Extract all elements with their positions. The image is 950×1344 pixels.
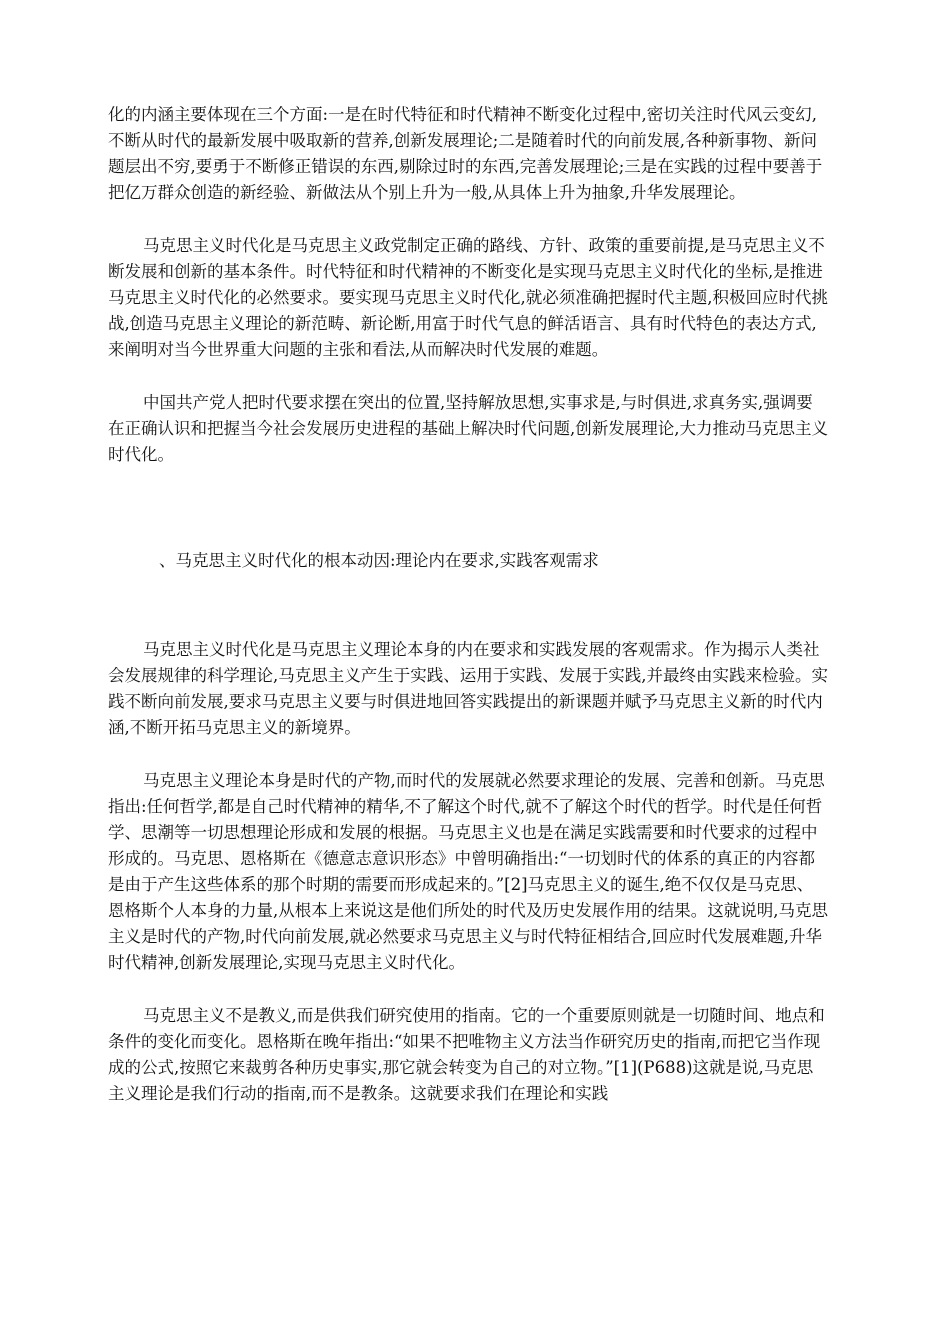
paragraph-2: 马克思主义时代化是马克思主义政党制定正确的路线、方针、政策的重要前提,是马克思主义不断发展和创新的基本条件。时代特征和时代精神的不断变化是实现马克思主义时代化的坐标,是推进马克思主义时代化的必然要求。要实现马克思主义时代化,就必须准确把握时代主题,积极回应时代挑战,创造马克思主义理论的新范畴、新论断,用富于时代气息的鲜活语言、具有时代特色的表达方式,来阐明对当今世界重大问题的主张和看法,从而解决时代发展的难题。 <box>108 236 828 359</box>
paragraph-1: 化的内涵主要体现在三个方面:一是在时代特征和时代精神不断变化过程中,密切关注时代风云变幻,不断从时代的最新发展中吸取新的营养,创新发展理论;二是随着时代的向前发展,各种新事物、新问题层出不穷,要勇于不断修正错误的东西,剔除过时的东西,完善发展理论;三是在实践的过程中要善于把亿万群众创造的新经验、新做法从个别上升为一般,从具体上升为抽象,升华发展理论。 <box>108 105 823 202</box>
document-body <box>108 102 828 1107</box>
paragraph-6: 马克思主义不是教义,而是供我们研究使用的指南。它的一个重要原则就是一切随时间、地点和条件的变化而变化。恩格斯在晚年指出:“如果不把唯物主义方法当作研究历史的指南,而把它当作现成的公式,按照它来裁剪各种历史事实,那它就会转变为自己的对立物。”[1](P688)这就是说,马克思主义理论是我们行动的指南,而不是教条。这就要求我们在理论和实践 <box>108 1006 825 1103</box>
section-heading: 、马克思主义时代化的根本动因:理论内在要求,实践客观需求 <box>159 551 599 570</box>
paragraph-5: 马克思主义理论本身是时代的产物,而时代的发展就必然要求理论的发展、完善和创新。马克思指出:任何哲学,都是自己时代精神的精华,不了解这个时代,就不了解这个时代的哲学。时代是任何哲学、思潮等一切思想理论形成和发展的根据。马克思主义也是在满足实践需要和时代要求的过程中形成的。马克思、恩格斯在《德意志意识形态》中曾明确指出:“一切划时代的体系的真正的内容都是由于产生这些体系的那个时期的需要而形成起来的。”[2]马克思主义的诞生,绝不仅仅是马克思、恩格斯个人本身的力量,从根本上来说这是他们所处的时代及历史发展作用的结果。这就说明,马克思主义是时代的产物,时代向前发展,就必然要求马克思主义与时代特征相结合,回应时代发展难题,升华时代精神,创新发展理论,实现马克思主义时代化。 <box>108 771 828 972</box>
paragraph-3: 中国共产党人把时代要求摆在突出的位置,坚持解放思想,实事求是,与时俱进,求真务实,强调要在正确认识和把握当今社会发展历史进程的基础上解决时代问题,创新发展理论,大力推动马克思主义时代化。 <box>108 393 828 464</box>
paragraph-4: 马克思主义时代化是马克思主义理论本身的内在要求和实践发展的客观需求。作为揭示人类社会发展规律的科学理论,马克思主义产生于实践、运用于实践、发展于实践,并最终由实践来检验。实践不断向前发展,要求马克思主义要与时俱进地回答实践提出的新课题并赋予马克思主义新的时代内涵,不断开拓马克思主义的新境界。 <box>108 640 828 737</box>
